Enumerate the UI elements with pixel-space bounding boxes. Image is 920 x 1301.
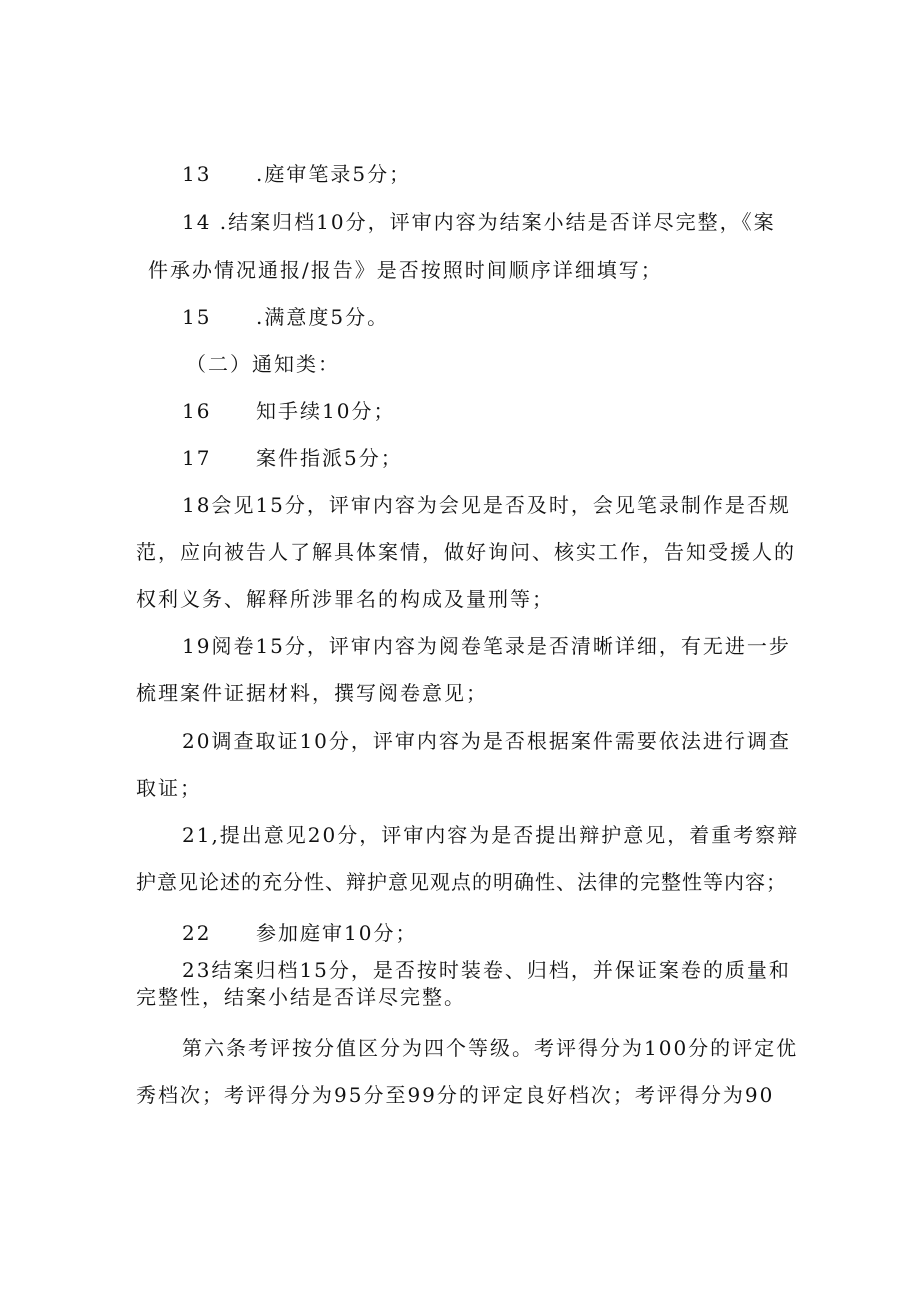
item-19-line-2: 梳理案件证据材料，撰写阅卷意见； bbox=[136, 681, 488, 705]
item-15 bbox=[182, 303, 389, 331]
item-23-line-1: 23结案归档15分，是否按时装卷、归档，并保证案卷的质量和 bbox=[182, 958, 791, 982]
item-15-text: .满意度5分。 bbox=[256, 305, 390, 329]
item-18-line-3: 权利义务、解释所涉罪名的构成及量刑等； bbox=[136, 587, 554, 611]
item-17 bbox=[182, 444, 403, 472]
item-17-number: 17 bbox=[182, 446, 212, 470]
item-16-number: 16 bbox=[182, 399, 212, 423]
item-13 bbox=[182, 160, 411, 188]
item-23-line-2: 完整性，结案小结是否详尽完整。 bbox=[136, 985, 466, 1009]
item-21-line-2: 护意见论述的充分性、辩护意见观点的明确性、法律的完整性等内容； bbox=[136, 870, 787, 894]
item-13-number: 13 bbox=[182, 162, 212, 186]
section-heading-notification: （二）通知类： bbox=[186, 352, 340, 376]
article-6-line-1: 第六条考评按分值区分为四个等级。考评得分为100分的评定优 bbox=[182, 1036, 799, 1060]
item-15-number: 15 bbox=[182, 305, 212, 329]
item-13-text: .庭审笔录5分； bbox=[256, 162, 412, 186]
item-20-line-1: 20调查取证10分，评审内容为是否根据案件需要依法进行调查 bbox=[182, 729, 791, 753]
item-22-number: 22 bbox=[182, 921, 212, 945]
item-14-line-2: 件承办情况通报/报告》是否按照时间顺序详细填写； bbox=[148, 258, 663, 282]
item-18-line-1: 18会见15分，评审内容为会见是否及时，会见笔录制作是否规 bbox=[182, 493, 791, 517]
item-21-line-1: 21,提出意见20分，评审内容为是否提出辩护意见，着重考察辩 bbox=[182, 823, 800, 847]
article-6-line-2: 秀档次；考评得分为95分至99分的评定良好档次；考评得分为90 bbox=[136, 1083, 775, 1107]
item-16 bbox=[182, 397, 395, 425]
item-19-line-1: 19阅卷15分，评审内容为阅卷笔录是否清晰详细，有无进一步 bbox=[182, 634, 791, 658]
item-22 bbox=[182, 919, 417, 947]
item-16-text: 知手续10分； bbox=[256, 399, 396, 423]
item-20-line-2: 取证； bbox=[136, 776, 202, 800]
item-14-line-1: 14 .结案归档10分，评审内容为结案小结是否详尽完整，《案 bbox=[182, 210, 776, 234]
item-17-text: 案件指派5分； bbox=[256, 446, 403, 470]
item-18-line-2: 范，应向被告人了解具体案情，做好询问、核实工作，告知受援人的 bbox=[136, 540, 796, 564]
item-22-text: 参加庭审10分； bbox=[256, 921, 418, 945]
